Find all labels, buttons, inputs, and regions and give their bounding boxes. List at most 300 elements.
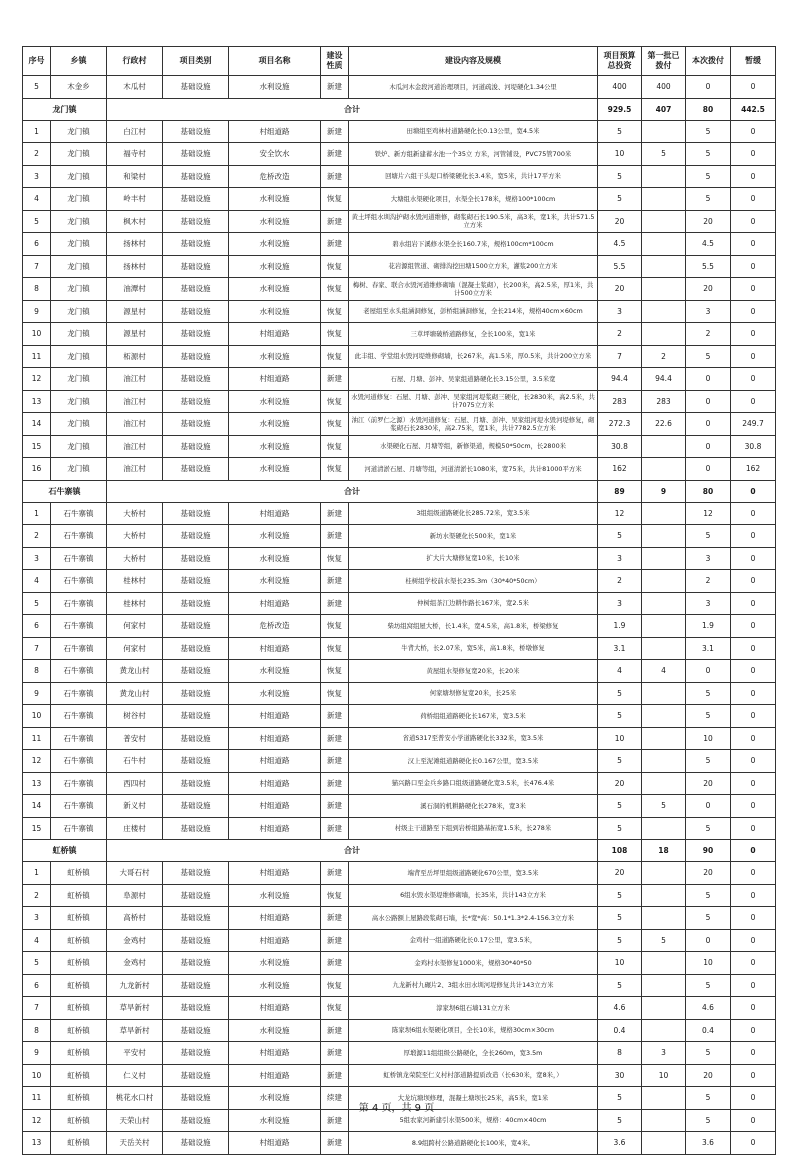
this-batch-cell: 4.5	[686, 233, 731, 256]
category-cell: 基础设施	[163, 502, 229, 525]
project-table-sheet	[22, 46, 775, 1155]
table-row	[23, 682, 776, 705]
first-batch-cell	[642, 525, 686, 548]
town-cell: 龙门镇	[51, 210, 107, 233]
deferred-cell: 0	[731, 188, 776, 211]
this-batch-cell: 0	[686, 390, 731, 413]
deferred-cell: 0	[731, 682, 776, 705]
budget-cell: 4.6	[598, 997, 642, 1020]
town-cell: 虹桥镇	[51, 952, 107, 975]
index-cell: 9	[23, 300, 51, 323]
deferred-cell: 0	[731, 76, 776, 99]
town-cell: 虹桥镇	[51, 1132, 107, 1155]
category-cell: 基础设施	[163, 750, 229, 773]
index-cell: 15	[23, 817, 51, 840]
nature-cell: 恢复	[321, 637, 349, 660]
project-name-cell: 水利设施	[229, 300, 321, 323]
nature-cell: 恢复	[321, 435, 349, 458]
deferred-cell: 0	[731, 974, 776, 997]
index-cell: 11	[23, 727, 51, 750]
project-name-cell: 水利设施	[229, 458, 321, 481]
town-cell: 龙门镇	[51, 435, 107, 458]
town-cell: 石牛寨镇	[51, 772, 107, 795]
category-cell: 基础设施	[163, 727, 229, 750]
this-batch-cell: 20	[686, 278, 731, 301]
group-first-batch-cell: 407	[642, 98, 686, 120]
first-batch-cell: 10	[642, 1064, 686, 1087]
index-cell: 4	[23, 570, 51, 593]
town-cell: 石牛寨镇	[51, 615, 107, 638]
budget-cell: 7	[598, 345, 642, 368]
budget-cell: 5.5	[598, 255, 642, 278]
budget-cell: 2	[598, 323, 642, 346]
budget-cell: 3	[598, 300, 642, 323]
project-name-cell: 村组道路	[229, 592, 321, 615]
first-batch-cell: 4	[642, 660, 686, 683]
header-content: 建设内容及规模	[349, 47, 598, 76]
town-cell: 石牛寨镇	[51, 502, 107, 525]
nature-cell: 新建	[321, 1132, 349, 1155]
index-cell: 14	[23, 413, 51, 436]
content-cell: 6组水毁水渠堤维修砌墙，长35米，共计143立方米	[349, 884, 598, 907]
content-cell: 铁炉、新方组新建蓄水池一个35立 方米，河管铺设，PVC75管700米	[349, 143, 598, 166]
first-batch-cell	[642, 570, 686, 593]
budget-cell: 20	[598, 278, 642, 301]
table-row	[23, 76, 776, 99]
deferred-cell: 0	[731, 1042, 776, 1065]
budget-cell: 20	[598, 862, 642, 885]
content-cell: 猫兴路口至金兵乡路口组级道路硬化宽3.5米，长476.4米	[349, 772, 598, 795]
nature-cell: 恢复	[321, 255, 349, 278]
header-budget: 项目预算总投资	[598, 47, 642, 76]
budget-cell: 3.1	[598, 637, 642, 660]
project-name-cell: 安全饮水	[229, 143, 321, 166]
index-cell: 6	[23, 233, 51, 256]
nature-cell: 恢复	[321, 300, 349, 323]
first-batch-cell	[642, 1019, 686, 1042]
deferred-cell: 0	[731, 390, 776, 413]
table-row	[23, 390, 776, 413]
this-batch-cell: 0	[686, 368, 731, 391]
index-cell: 7	[23, 255, 51, 278]
table-row	[23, 929, 776, 952]
deferred-cell: 0	[731, 502, 776, 525]
nature-cell: 新建	[321, 1042, 349, 1065]
table-row	[23, 660, 776, 683]
header-village: 行政村	[107, 47, 163, 76]
index-cell: 10	[23, 1064, 51, 1087]
content-cell: 桂树组学校前水渠长235.3m（30*40*50cm）	[349, 570, 598, 593]
content-cell: 牛背大桥，长2.07米，宽5米，高1.8米，桥墩修复	[349, 637, 598, 660]
table-row	[23, 1132, 776, 1155]
first-batch-cell	[642, 817, 686, 840]
content-cell: 河道清淤石屋、月塘等组，河道清淤长1080米，宽75米，共计81000平方米	[349, 458, 598, 481]
nature-cell: 恢复	[321, 547, 349, 570]
first-batch-cell	[642, 750, 686, 773]
town-cell: 石牛寨镇	[51, 525, 107, 548]
nature-cell: 新建	[321, 952, 349, 975]
nature-cell: 新建	[321, 929, 349, 952]
content-cell: 油江（前罗仁之源）水毁河道修复：石屋、月塘、彭冲、吴家组河堤水毁河堤修复，砌浆砌石长2830米，高2.75米，宽1米，共计7782.5立方米	[349, 413, 598, 436]
nature-cell: 新建	[321, 727, 349, 750]
index-cell: 11	[23, 1087, 51, 1110]
table-row	[23, 233, 776, 256]
index-cell: 12	[23, 368, 51, 391]
project-name-cell: 水利设施	[229, 255, 321, 278]
village-cell: 岭丰村	[107, 188, 163, 211]
table-row	[23, 435, 776, 458]
nature-cell: 新建	[321, 772, 349, 795]
village-cell: 油江村	[107, 413, 163, 436]
budget-cell: 94.4	[598, 368, 642, 391]
this-batch-cell: 12	[686, 502, 731, 525]
table-row	[23, 705, 776, 728]
nature-cell: 新建	[321, 1109, 349, 1132]
nature-cell: 恢复	[321, 188, 349, 211]
village-cell: 大桥村	[107, 502, 163, 525]
nature-cell: 恢复	[321, 458, 349, 481]
this-batch-cell: 20	[686, 210, 731, 233]
this-batch-cell: 1.9	[686, 615, 731, 638]
town-cell: 虹桥镇	[51, 929, 107, 952]
deferred-cell: 0	[731, 345, 776, 368]
header-town: 乡镇	[51, 47, 107, 76]
header-deferred: 暂缓	[731, 47, 776, 76]
nature-cell: 恢复	[321, 413, 349, 436]
nature-cell: 恢复	[321, 974, 349, 997]
village-cell: 和梁村	[107, 165, 163, 188]
project-name-cell: 水利设施	[229, 413, 321, 436]
content-cell: 金鸡村一组道路硬化长0.17公里，宽3.5米，	[349, 929, 598, 952]
village-cell: 油江村	[107, 368, 163, 391]
village-cell: 何家村	[107, 637, 163, 660]
index-cell: 15	[23, 435, 51, 458]
village-cell: 天岳关村	[107, 1132, 163, 1155]
village-cell: 大桥村	[107, 547, 163, 570]
budget-cell: 12	[598, 502, 642, 525]
town-cell: 石牛寨镇	[51, 817, 107, 840]
index-cell: 5	[23, 952, 51, 975]
first-batch-cell	[642, 615, 686, 638]
deferred-cell: 0	[731, 1087, 776, 1110]
nature-cell: 恢复	[321, 323, 349, 346]
deferred-cell: 0	[731, 368, 776, 391]
deferred-cell: 0	[731, 772, 776, 795]
deferred-cell: 0	[731, 660, 776, 683]
index-cell: 16	[23, 458, 51, 481]
deferred-cell: 0	[731, 120, 776, 143]
content-cell: 3组组级道路硬化长285.72米，宽3.5米	[349, 502, 598, 525]
project-name-cell: 村组道路	[229, 862, 321, 885]
budget-cell: 0.4	[598, 1019, 642, 1042]
project-name-cell: 水利设施	[229, 390, 321, 413]
nature-cell: 新建	[321, 705, 349, 728]
content-cell: 水渠硬化石屋、月塘等组，新修渠道，规模50*50cm，长2800米	[349, 435, 598, 458]
table-row	[23, 817, 776, 840]
village-cell: 大哥石村	[107, 862, 163, 885]
table-row	[23, 750, 776, 773]
town-cell: 龙门镇	[51, 165, 107, 188]
village-cell: 黄龙山村	[107, 682, 163, 705]
town-cell: 虹桥镇	[51, 862, 107, 885]
content-cell: 九龙新村九碾片2、3组水田水圳河堤修复共计143立方米	[349, 974, 598, 997]
index-cell: 8	[23, 660, 51, 683]
village-cell: 木瓜村	[107, 76, 163, 99]
project-name-cell: 村组道路	[229, 1042, 321, 1065]
category-cell: 基础设施	[163, 547, 229, 570]
town-cell: 龙门镇	[51, 233, 107, 256]
nature-cell: 新建	[321, 1064, 349, 1087]
deferred-cell: 0	[731, 750, 776, 773]
town-cell: 石牛寨镇	[51, 660, 107, 683]
deferred-cell: 0	[731, 323, 776, 346]
index-cell: 3	[23, 907, 51, 930]
deferred-cell: 0	[731, 143, 776, 166]
village-cell: 平安村	[107, 1042, 163, 1065]
budget-cell: 5	[598, 817, 642, 840]
deferred-cell: 0	[731, 929, 776, 952]
budget-cell: 10	[598, 952, 642, 975]
village-cell: 仁义村	[107, 1064, 163, 1087]
first-batch-cell	[642, 120, 686, 143]
nature-cell: 新建	[321, 502, 349, 525]
content-cell: 水毁河道修复：石屋、月塘、彭冲、吴家组河堤浆砌三硬化，长2830米，高2.5米，共计7075立方米	[349, 390, 598, 413]
town-cell: 虹桥镇	[51, 974, 107, 997]
group-town-name: 虹桥镇	[23, 840, 107, 862]
village-cell: 金鸡村	[107, 929, 163, 952]
content-cell: 柴坊组窝组屋大桥，长1.4米，宽4.5米，高1.8米，桥梁修复	[349, 615, 598, 638]
village-cell: 阜源村	[107, 884, 163, 907]
content-cell: 回塘片六组干头堤口桥梁硬化长3.4米，宽5米，共计17平方米	[349, 165, 598, 188]
budget-cell: 20	[598, 210, 642, 233]
this-batch-cell: 5	[686, 1042, 731, 1065]
index-cell: 2	[23, 525, 51, 548]
project-name-cell: 水利设施	[229, 570, 321, 593]
category-cell: 基础设施	[163, 817, 229, 840]
project-name-cell: 水利设施	[229, 278, 321, 301]
index-cell: 3	[23, 165, 51, 188]
budget-cell: 20	[598, 772, 642, 795]
budget-cell: 10	[598, 727, 642, 750]
table-row	[23, 278, 776, 301]
header-first-batch: 第一批已拨付	[642, 47, 686, 76]
first-batch-cell	[642, 502, 686, 525]
village-cell: 白江村	[107, 120, 163, 143]
this-batch-cell: 5	[686, 907, 731, 930]
category-cell: 基础设施	[163, 188, 229, 211]
first-batch-cell	[642, 862, 686, 885]
budget-cell: 4	[598, 660, 642, 683]
deferred-cell: 30.8	[731, 435, 776, 458]
deferred-cell: 0	[731, 255, 776, 278]
nature-cell: 新建	[321, 525, 349, 548]
nature-cell: 新建	[321, 592, 349, 615]
budget-cell: 5	[598, 705, 642, 728]
first-batch-cell	[642, 592, 686, 615]
village-cell: 普安村	[107, 727, 163, 750]
first-batch-cell: 94.4	[642, 368, 686, 391]
deferred-cell: 249.7	[731, 413, 776, 436]
first-batch-cell	[642, 210, 686, 233]
group-budget-cell: 929.5	[598, 98, 642, 120]
budget-cell: 2	[598, 570, 642, 593]
this-batch-cell: 5	[686, 884, 731, 907]
category-cell: 基础设施	[163, 637, 229, 660]
budget-cell: 5	[598, 750, 642, 773]
group-first-batch-cell: 9	[642, 480, 686, 502]
group-subtotal-label: 合计	[107, 840, 598, 862]
project-name-cell: 水利设施	[229, 682, 321, 705]
index-cell: 5	[23, 592, 51, 615]
group-this-batch-cell: 80	[686, 98, 731, 120]
content-cell: 花岩源组管道、砌排沟挖田塘1500立方米，灌浆200立方米	[349, 255, 598, 278]
project-name-cell: 村组道路	[229, 705, 321, 728]
table-row	[23, 727, 776, 750]
first-batch-cell	[642, 547, 686, 570]
this-batch-cell: 5	[686, 188, 731, 211]
village-cell: 九龙新村	[107, 974, 163, 997]
index-cell: 13	[23, 1132, 51, 1155]
table-row	[23, 772, 776, 795]
nature-cell: 新建	[321, 862, 349, 885]
first-batch-cell	[642, 188, 686, 211]
first-batch-cell	[642, 637, 686, 660]
town-cell: 虹桥镇	[51, 884, 107, 907]
first-batch-cell: 283	[642, 390, 686, 413]
content-cell: 省道S317至普安小学道路硬化长332米，宽3.5米	[349, 727, 598, 750]
budget-cell: 5	[598, 165, 642, 188]
town-cell: 龙门镇	[51, 143, 107, 166]
town-cell: 虹桥镇	[51, 1019, 107, 1042]
village-cell: 福寺村	[107, 143, 163, 166]
deferred-cell: 0	[731, 1109, 776, 1132]
deferred-cell: 162	[731, 458, 776, 481]
this-batch-cell: 20	[686, 1064, 731, 1087]
budget-cell: 283	[598, 390, 642, 413]
town-cell: 石牛寨镇	[51, 682, 107, 705]
table-row	[23, 502, 776, 525]
group-subtotal-label: 合计	[107, 480, 598, 502]
group-this-batch-cell: 90	[686, 840, 731, 862]
first-batch-cell	[642, 300, 686, 323]
this-batch-cell: 3.6	[686, 1132, 731, 1155]
content-cell: 厚塅源11组组级公路硬化，全长260m，宽3.5m	[349, 1042, 598, 1065]
nature-cell: 恢复	[321, 884, 349, 907]
first-batch-cell: 2	[642, 345, 686, 368]
first-batch-cell: 5	[642, 795, 686, 818]
content-cell: 高水公路额上屋路段浆砌石墙，长*宽*高：50.1*1.3*2.4-156.3立方米	[349, 907, 598, 930]
town-cell: 龙门镇	[51, 458, 107, 481]
nature-cell: 新建	[321, 570, 349, 593]
table-row	[23, 413, 776, 436]
deferred-cell: 0	[731, 592, 776, 615]
town-cell: 龙门镇	[51, 323, 107, 346]
index-cell: 2	[23, 884, 51, 907]
deferred-cell: 0	[731, 1132, 776, 1155]
project-name-cell: 水利设施	[229, 660, 321, 683]
village-cell: 油江村	[107, 435, 163, 458]
index-cell: 14	[23, 795, 51, 818]
category-cell: 基础设施	[163, 1087, 229, 1110]
table-row	[23, 300, 776, 323]
group-town-name: 龙门镇	[23, 98, 107, 120]
index-cell: 13	[23, 772, 51, 795]
header-project-name: 项目名称	[229, 47, 321, 76]
first-batch-cell	[642, 727, 686, 750]
deferred-cell: 0	[731, 637, 776, 660]
village-cell: 大桥村	[107, 525, 163, 548]
index-cell: 9	[23, 1042, 51, 1065]
this-batch-cell: 0	[686, 660, 731, 683]
nature-cell: 恢复	[321, 660, 349, 683]
first-batch-cell	[642, 323, 686, 346]
village-cell: 草旱新村	[107, 997, 163, 1020]
town-cell: 虹桥镇	[51, 997, 107, 1020]
category-cell: 基础设施	[163, 300, 229, 323]
category-cell: 基础设施	[163, 278, 229, 301]
village-cell: 扬林村	[107, 233, 163, 256]
village-cell: 桃花水口村	[107, 1087, 163, 1110]
first-batch-cell	[642, 165, 686, 188]
category-cell: 基础设施	[163, 997, 229, 1020]
project-name-cell: 村组道路	[229, 323, 321, 346]
town-cell: 石牛寨镇	[51, 637, 107, 660]
content-cell: 田塘组至鸡林村道路硬化长0.13公里，宽4.5米	[349, 120, 598, 143]
group-this-batch-cell: 80	[686, 480, 731, 502]
group-first-batch-cell: 18	[642, 840, 686, 862]
budget-cell: 5	[598, 120, 642, 143]
project-name-cell: 水利设施	[229, 76, 321, 99]
group-deferred-cell: 0	[731, 480, 776, 502]
this-batch-cell: 20	[686, 772, 731, 795]
deferred-cell: 0	[731, 952, 776, 975]
content-cell: 扩大片大塘修复宽10米，长10米	[349, 547, 598, 570]
project-name-cell: 村组道路	[229, 1132, 321, 1155]
village-cell: 西四村	[107, 772, 163, 795]
project-name-cell: 危桥改造	[229, 615, 321, 638]
first-batch-cell	[642, 772, 686, 795]
group-subtotal-row	[23, 98, 776, 120]
first-batch-cell	[642, 278, 686, 301]
project-name-cell: 村组道路	[229, 120, 321, 143]
town-cell: 石牛寨镇	[51, 750, 107, 773]
content-cell: 村级主干道路至下组到岩桥组路基拓宽1.5米，长278米	[349, 817, 598, 840]
project-name-cell: 村组道路	[229, 502, 321, 525]
category-cell: 基础设施	[163, 1109, 229, 1132]
budget-cell: 30.8	[598, 435, 642, 458]
category-cell: 基础设施	[163, 255, 229, 278]
index-cell: 13	[23, 390, 51, 413]
village-cell: 枫木村	[107, 210, 163, 233]
budget-cell: 5	[598, 929, 642, 952]
deferred-cell: 0	[731, 300, 776, 323]
deferred-cell: 0	[731, 165, 776, 188]
town-cell: 龙门镇	[51, 278, 107, 301]
village-cell: 桂林村	[107, 592, 163, 615]
town-cell: 虹桥镇	[51, 907, 107, 930]
content-cell: 三草坪塘破桥道路修复，全长100米，宽1米	[349, 323, 598, 346]
budget-cell: 4.5	[598, 233, 642, 256]
category-cell: 基础设施	[163, 345, 229, 368]
header-this-batch: 本次拨付	[686, 47, 731, 76]
this-batch-cell: 5	[686, 817, 731, 840]
project-name-cell: 村组道路	[229, 637, 321, 660]
village-cell: 黄龙山村	[107, 660, 163, 683]
index-cell: 1	[23, 862, 51, 885]
table-row	[23, 1042, 776, 1065]
town-cell: 石牛寨镇	[51, 727, 107, 750]
deferred-cell: 0	[731, 547, 776, 570]
